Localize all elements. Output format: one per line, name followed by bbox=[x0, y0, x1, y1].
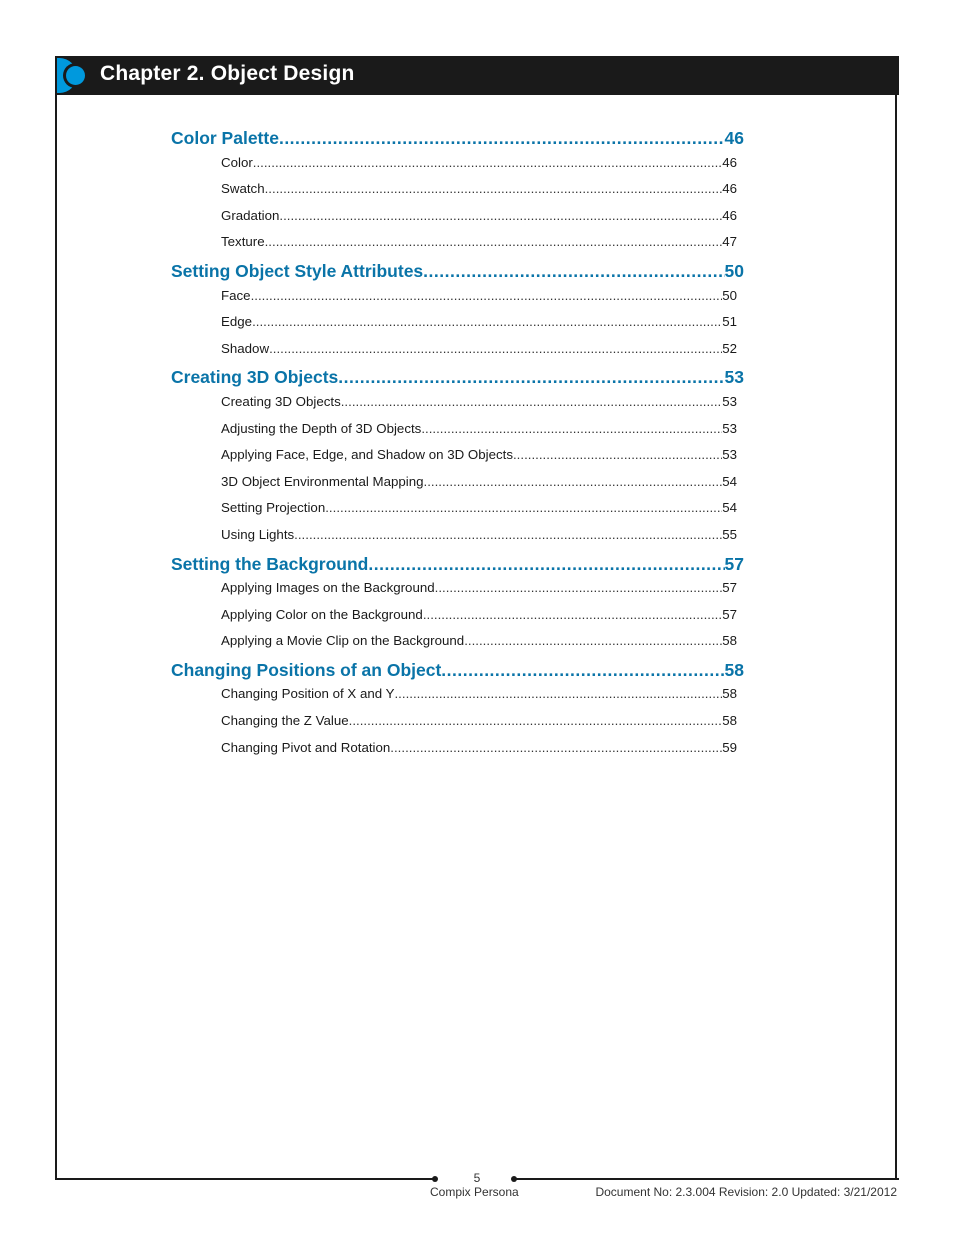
toc-entry[interactable] bbox=[221, 447, 737, 474]
toc-entry-page: 57 bbox=[722, 606, 737, 622]
toc-entry-page: 51 bbox=[722, 314, 737, 330]
toc-entry-page: 57 bbox=[722, 580, 737, 596]
toc-entry-page: 58 bbox=[722, 686, 737, 702]
toc-entry-title: Creating 3D Objects bbox=[221, 393, 341, 409]
toc-section-page: 57 bbox=[724, 553, 744, 574]
toc-leader bbox=[325, 500, 722, 515]
toc-entry-title: Edge bbox=[221, 314, 253, 330]
toc-entry[interactable] bbox=[221, 713, 737, 740]
toc-entry-page: 47 bbox=[722, 234, 737, 250]
toc-entry[interactable] bbox=[221, 314, 737, 341]
toc-leader bbox=[390, 740, 722, 755]
toc-section-title: Color Palette bbox=[171, 128, 279, 148]
toc-section[interactable] bbox=[171, 128, 744, 155]
toc-entry[interactable] bbox=[221, 394, 737, 421]
toc-entry-title: Changing the Z Value bbox=[221, 713, 349, 729]
toc-leader bbox=[513, 447, 722, 462]
toc-leader bbox=[252, 314, 722, 329]
toc-leader bbox=[423, 607, 722, 622]
toc-entry-page: 46 bbox=[722, 181, 737, 197]
toc-entry-title: Texture bbox=[221, 234, 265, 250]
footer-rule-left bbox=[55, 1178, 435, 1180]
toc-entry-title: Shadow bbox=[221, 340, 270, 356]
toc-entry[interactable] bbox=[221, 341, 737, 368]
toc-entry[interactable] bbox=[221, 527, 737, 554]
toc-entry[interactable] bbox=[221, 740, 737, 767]
toc-entry[interactable] bbox=[221, 474, 737, 501]
toc-leader bbox=[294, 527, 722, 542]
toc-entry-title: Color bbox=[221, 154, 253, 170]
toc-leader bbox=[441, 660, 724, 681]
toc-leader bbox=[269, 341, 722, 356]
toc-section-title: Setting Object Style Attributes bbox=[171, 260, 424, 281]
toc-section[interactable] bbox=[171, 367, 744, 394]
toc-leader bbox=[265, 234, 723, 249]
toc-section[interactable] bbox=[171, 660, 744, 687]
toc-entry-page: 54 bbox=[722, 473, 737, 489]
toc-section-page: 50 bbox=[724, 260, 744, 281]
toc-leader bbox=[279, 128, 725, 149]
toc-entry-title: Applying Color on the Background bbox=[221, 606, 423, 622]
toc-entry-page: 46 bbox=[722, 207, 737, 223]
toc-entry[interactable] bbox=[221, 155, 737, 182]
toc-entry-title: Gradation bbox=[221, 207, 280, 223]
toc-entry-title: 3D Object Environmental Mapping bbox=[221, 473, 424, 489]
toc-leader bbox=[368, 554, 724, 575]
toc-entry[interactable] bbox=[221, 181, 737, 208]
toc-entry[interactable] bbox=[221, 686, 737, 713]
table-of-contents bbox=[171, 128, 744, 766]
toc-entry[interactable] bbox=[221, 580, 737, 607]
toc-leader bbox=[279, 208, 722, 223]
toc-entry[interactable] bbox=[221, 288, 737, 315]
toc-section-page: 58 bbox=[724, 659, 744, 680]
toc-leader bbox=[349, 713, 723, 728]
toc-entry[interactable] bbox=[221, 208, 737, 235]
toc-leader bbox=[253, 155, 722, 170]
toc-section-page: 46 bbox=[724, 128, 744, 148]
toc-entry-page: 54 bbox=[722, 500, 737, 516]
toc-section[interactable] bbox=[171, 554, 744, 581]
toc-entry-title: Changing Pivot and Rotation bbox=[221, 739, 391, 755]
footer-product-name: Compix Persona bbox=[430, 1185, 519, 1199]
toc-entry-page: 58 bbox=[722, 713, 737, 729]
toc-section-title: Creating 3D Objects bbox=[171, 367, 339, 388]
toc-entry-page: 55 bbox=[722, 526, 737, 542]
toc-leader bbox=[265, 181, 723, 196]
toc-entry-title: Changing Position of X and Y bbox=[221, 686, 395, 702]
toc-entry-page: 46 bbox=[722, 154, 737, 170]
toc-entry-page: 52 bbox=[722, 340, 737, 356]
toc-section[interactable] bbox=[171, 261, 744, 288]
toc-entry-page: 53 bbox=[722, 420, 737, 436]
toc-entry[interactable] bbox=[221, 234, 737, 261]
toc-leader bbox=[464, 633, 722, 648]
toc-entry[interactable] bbox=[221, 421, 737, 448]
toc-entry-title: Applying a Movie Clip on the Background bbox=[221, 633, 465, 649]
toc-section-title: Setting the Background bbox=[171, 553, 369, 574]
toc-entry[interactable] bbox=[221, 633, 737, 660]
toc-entry-title: Using Lights bbox=[221, 526, 295, 542]
toc-entry-title: Adjusting the Depth of 3D Objects bbox=[221, 420, 422, 436]
footer-bullet-left-icon bbox=[432, 1176, 438, 1182]
toc-leader bbox=[251, 288, 723, 303]
toc-entry-page: 53 bbox=[722, 393, 737, 409]
toc-entry[interactable] bbox=[221, 500, 737, 527]
toc-leader bbox=[394, 686, 722, 701]
chapter-title: Chapter 2. Object Design bbox=[100, 62, 355, 85]
toc-entry-page: 50 bbox=[722, 287, 737, 303]
toc-leader bbox=[421, 421, 722, 436]
chapter-dot-icon bbox=[66, 66, 85, 85]
toc-section-title: Changing Positions of an Object bbox=[171, 659, 442, 680]
toc-leader bbox=[423, 261, 724, 282]
toc-leader bbox=[341, 394, 722, 409]
footer-rule-right bbox=[515, 1178, 899, 1180]
toc-entry[interactable] bbox=[221, 607, 737, 634]
toc-entry-page: 53 bbox=[722, 447, 737, 463]
toc-section-page: 53 bbox=[724, 367, 744, 388]
toc-entry-title: Setting Projection bbox=[221, 500, 326, 516]
page-number: 5 bbox=[473, 1171, 481, 1185]
toc-entry-title: Face bbox=[221, 287, 251, 303]
toc-entry-page: 58 bbox=[722, 633, 737, 649]
toc-leader bbox=[338, 367, 724, 388]
toc-entry-title: Swatch bbox=[221, 181, 265, 197]
footer-bullet-right-icon bbox=[511, 1176, 517, 1182]
toc-entry-page: 59 bbox=[722, 739, 737, 755]
toc-entry-title: Applying Face, Edge, and Shadow on 3D Objects bbox=[221, 447, 513, 463]
footer-document-info: Document No: 2.3.004 Revision: 2.0 Updated: 3/21/2012 bbox=[595, 1185, 897, 1199]
toc-leader bbox=[435, 580, 723, 595]
toc-entry-title: Applying Images on the Background bbox=[221, 580, 435, 596]
toc-leader bbox=[424, 474, 723, 489]
